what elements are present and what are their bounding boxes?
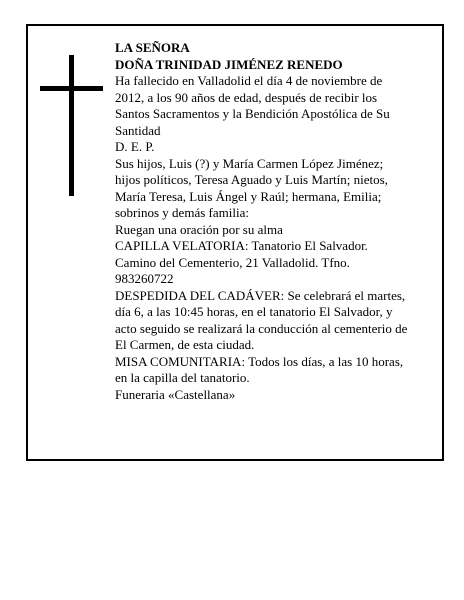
farewell-line: DESPEDIDA DEL CADÁVER: Se celebrará el martes, bbox=[115, 287, 406, 303]
body-line: Camino del Cementerio, 21 Valladolid. Tfno. bbox=[115, 254, 350, 270]
body-line: día 6, a las 10:45 horas, en el tanatorio El Salvador, y bbox=[115, 304, 393, 319]
rip-line: D. E. P. bbox=[115, 139, 155, 154]
body-line: Sus hijos, Luis (?) y María Carmen López Jiménez; bbox=[115, 155, 384, 171]
body-line: Santidad bbox=[115, 122, 161, 138]
deceased-name: DOÑA TRINIDAD JIMÉNEZ RENEDO bbox=[115, 56, 343, 72]
prayer-request-line: Ruegan una oración por su alma bbox=[115, 221, 283, 237]
body-line: en la capilla del tanatorio. bbox=[115, 370, 250, 385]
mass-line: MISA COMUNITARIA: Todos los días, a las 10 horas, bbox=[115, 353, 404, 369]
notice-title: LA SEÑORA bbox=[115, 40, 190, 55]
body-line: 2012, a los 90 años de edad, después de recibir los bbox=[115, 89, 378, 105]
body-line: El Carmen, de esta ciudad. bbox=[115, 337, 255, 352]
body-line: Santos Sacramentos y la Bendición Apostólica de Su bbox=[115, 106, 390, 121]
notice-text bbox=[115, 40, 440, 403]
body-line: acto seguido se realizará la conducción al cementerio de bbox=[115, 320, 408, 336]
obituary-notice bbox=[26, 24, 444, 461]
cross-vertical-bar bbox=[69, 55, 74, 196]
body-line: sobrinos y demás familia: bbox=[115, 205, 249, 220]
cross-horizontal-bar bbox=[40, 86, 103, 91]
body-line: Ha fallecido en Valladolid el día 4 de noviembre de bbox=[115, 73, 383, 88]
phone-number: 983260722 bbox=[115, 271, 174, 286]
chapel-line: CAPILLA VELATORIA: Tanatorio El Salvador. bbox=[115, 238, 368, 253]
body-line: hijos políticos, Teresa Aguado y Luis Martín; nietos, bbox=[115, 172, 388, 187]
body-line: María Teresa, Luis Ángel y Raúl; hermana, Emilia; bbox=[115, 188, 382, 204]
funeral-home: Funeraria «Castellana» bbox=[115, 386, 236, 402]
